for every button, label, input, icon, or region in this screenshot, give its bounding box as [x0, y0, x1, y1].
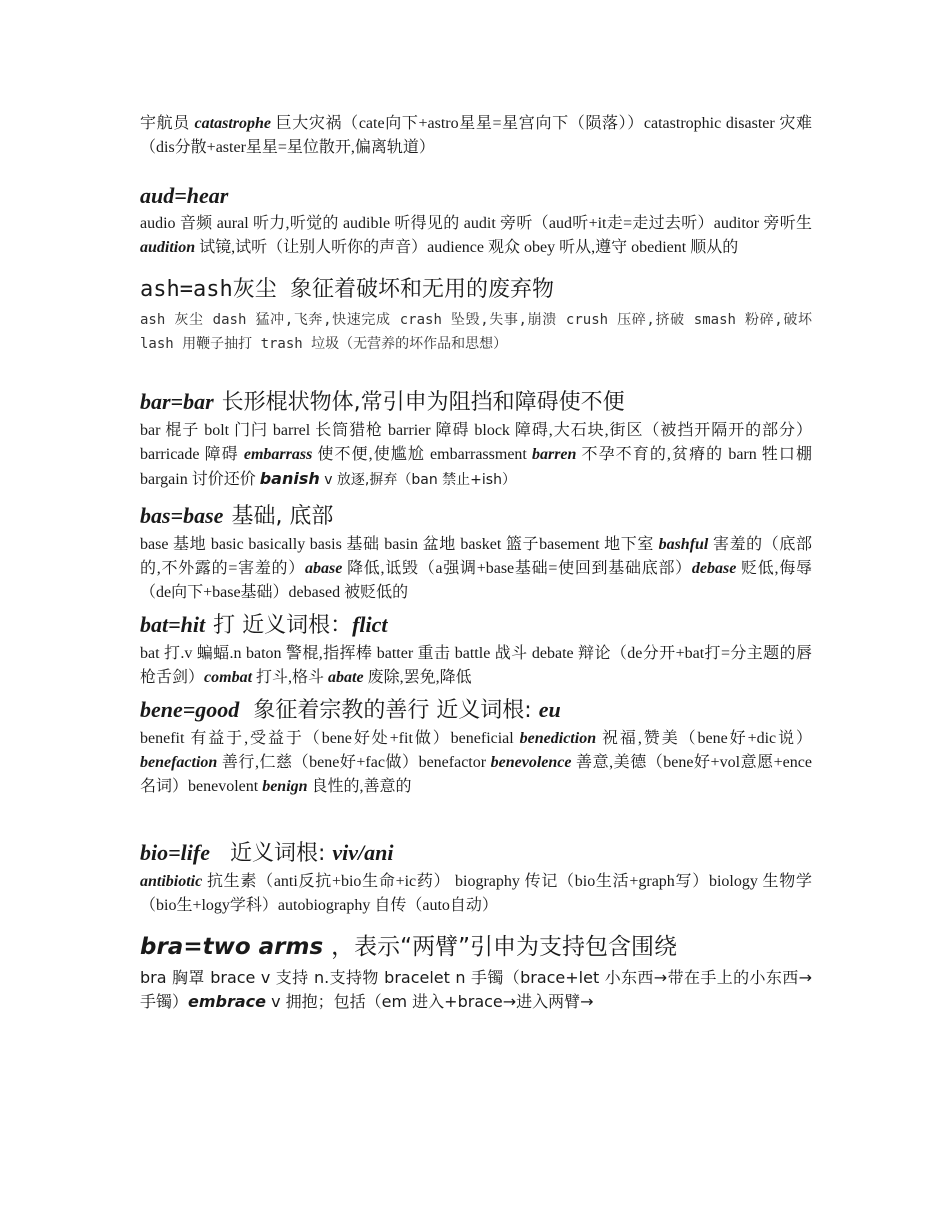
section-bra-heading: bra=two arms ，表示“两臂”引申为支持包含围绕 — [140, 934, 678, 960]
intro-text-2: 巨大灾祸（cate向下+astro星星=星宫向下（陨落））catastrophic disaster 灾难（dis分散+aster星星=星位散开,偏离轨道） — [140, 115, 812, 156]
section-bar-heading: bar=bar 长形棍状物体,常引申为阻挡和障碍使不便 — [140, 389, 625, 415]
word-benefaction: benefaction — [140, 754, 218, 771]
section-ash-body: ash 灰尘 dash 猛冲,飞奔,快速完成 crash 坠毁,失事,崩溃 crush 压碎,挤破 smash 粉碎,破坏 lash 用鞭子抽打 trash 垃圾（无营养的坏作品和思想） — [140, 312, 812, 352]
word-banish: banish — [259, 469, 320, 488]
section-bene-body: benefit 有益于,受益于（bene好处+fit做）beneficial benediction 祝福,赞美（bene好+dic说）benefaction 善行,仁慈（bene好+fac做）benefactor benevolence 善意,美德（bene好+vol意愿+ence名词）benevolent benign 良性的,善意的 — [140, 730, 812, 795]
document-page — [140, 112, 812, 1014]
word-embarrass: embarrass — [243, 446, 313, 463]
word-abate: abate — [328, 669, 364, 686]
word-benediction: benediction — [519, 730, 597, 747]
section-bio-heading: bio=life 近义词根: viv/ani — [140, 840, 394, 866]
section-bat-body: bat 打.v 蝙蝠.n baton 警棍,指挥棒 batter 重击 battle 战斗 debate 辩论（de分开+bat打=分主题的唇枪舌剑）combat 打斗,格斗 abate 废除,罢免,降低 — [140, 645, 812, 686]
word-combat: combat — [204, 669, 253, 686]
section-bas-body: base 基地 basic basically basis 基础 basin 盆地 basket 篮子basement 地下室 bashful 害羞的（底部的,不外露的=害羞的）abase 降低,诋毁（a强调+base基础=使回到基础底部）debase 贬低,侮辱（de向下+base基础）debased 被贬低的 — [140, 536, 812, 601]
section-bio-body: antibiotic 抗生素（anti反抗+bio生命+ic药） biography 传记（bio生活+graph写）biology 生物学（bio生+logy学科）autobiography 自传（auto自动） — [140, 873, 812, 914]
word-embrace: embrace — [188, 992, 267, 1011]
word-audition: audition — [140, 239, 196, 256]
intro-text-1: 宇航员 — [140, 115, 195, 132]
section-aud-body: audio 音频 aural 听力,听觉的 audible 听得见的 audit 旁听（aud听+it走=走过去听）auditor 旁听生 audition 试镜,试听（让别人听你的声音）audience 观众 obey 听从,遵守 obedient 顺从的 — [140, 215, 812, 256]
section-bat-heading: bat=hit 打 近义词根：flict — [140, 612, 388, 638]
section-bra-body: bra 胸罩 brace v 支持 n.支持物 bracelet n 手镯（brace+let 小东西→带在手上的小东西→手镯）embrace v 拥抱；包括（em 进入+brace→进入两臂→ — [140, 968, 812, 1011]
section-ash-heading: ash=ash灰尘 象征着破坏和无用的废弃物 — [140, 277, 554, 302]
section-aud-heading: aud=hear — [140, 183, 229, 208]
word-antibiotic: antibiotic — [140, 873, 203, 890]
word-debase: debase — [691, 560, 737, 577]
section-bene-heading: bene=good 象征着宗教的善行 近义词根: eu — [140, 697, 561, 723]
word-barren: barren — [531, 446, 577, 463]
word-bashful: bashful — [658, 536, 709, 553]
word-benevolence: benevolence — [490, 754, 572, 771]
intro-paragraph — [140, 112, 812, 160]
section-bas-heading: bas=base 基础, 底部 — [140, 503, 334, 529]
word-abase: abase — [305, 560, 343, 577]
word-catastrophe: catastrophe — [194, 115, 271, 132]
word-benign: benign — [262, 778, 308, 795]
section-bar-body: bar 棍子 bolt 门闩 barrel 长筒猎枪 barrier 障碍 block 障碍,大石块,街区（被挡开隔开的部分） barricade 障碍 embarrass 使不便,使尴尬 embarrassment barren 不孕不育的,贫瘠的 barn 牲口棚 bargain 讨价还价 banish v 放逐,摒弃（ban 禁止+ish） — [140, 422, 812, 488]
